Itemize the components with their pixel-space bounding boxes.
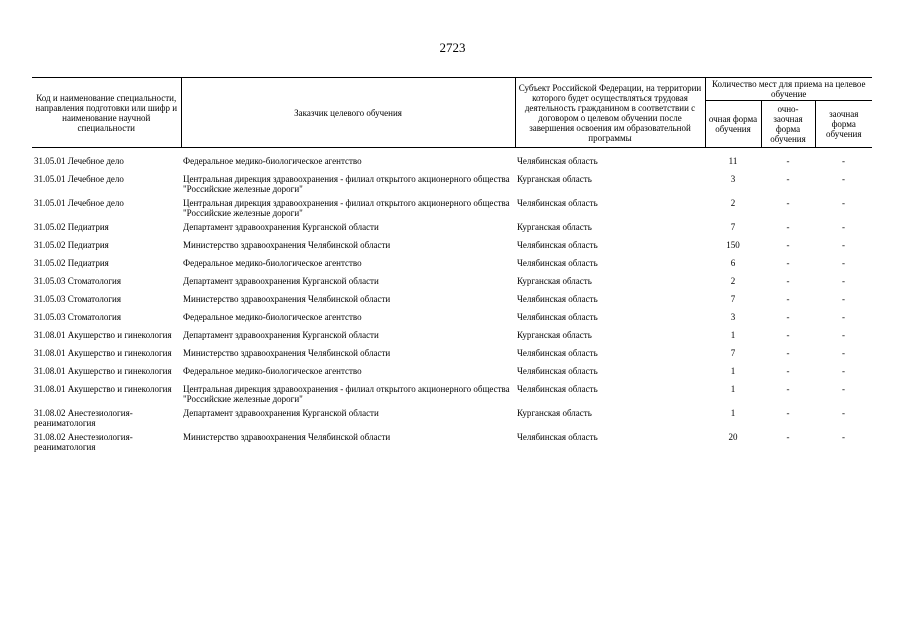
cell-customer: Департамент здравоохранения Курганской области xyxy=(183,408,379,418)
cell-extramural: - xyxy=(842,432,845,442)
targeted-training-table xyxy=(32,77,872,454)
cell-region: Челябинская область xyxy=(517,432,598,442)
cell-fulltime: 7 xyxy=(730,294,736,304)
header-parttime: очно-заочная форма обучения xyxy=(761,101,815,148)
cell-customer: Министерство здравоохранения Челябинской области xyxy=(183,432,391,442)
header-extramural: заочная форма обучения xyxy=(815,101,872,148)
cell-customer: Министерство здравоохранения Челябинской области xyxy=(183,348,391,358)
header-specialty: Код и наименование специальности, направления подготовки или шифр и наименование научной специальности xyxy=(32,78,181,148)
table-row xyxy=(32,274,872,292)
table-row xyxy=(32,154,872,172)
cell-extramural: - xyxy=(842,156,845,166)
cell-fulltime: 1 xyxy=(730,366,736,376)
table-row xyxy=(32,220,872,238)
cell-extramural: - xyxy=(842,348,845,358)
cell-extramural: - xyxy=(842,384,845,394)
cell-parttime: - xyxy=(786,330,790,340)
table-row xyxy=(32,430,872,454)
cell-fulltime: 150 xyxy=(726,240,740,250)
table-row xyxy=(32,256,872,274)
cell-region: Челябинская область xyxy=(517,156,598,166)
cell-extramural: - xyxy=(842,312,845,322)
cell-specialty: 31.05.02 Педиатрия xyxy=(34,240,109,250)
table-row xyxy=(32,364,872,382)
cell-region: Челябинская область xyxy=(517,312,598,322)
cell-parttime: - xyxy=(786,408,790,418)
cell-fulltime: 2 xyxy=(730,198,736,208)
header-fulltime: очная форма обучения xyxy=(705,101,761,148)
cell-parttime: - xyxy=(786,348,790,358)
cell-parttime: - xyxy=(786,432,790,442)
cell-customer: Министерство здравоохранения Челябинской области xyxy=(183,240,391,250)
table-row xyxy=(32,292,872,310)
header-places: Количество мест для приема на целевое обучение xyxy=(705,78,872,101)
cell-extramural: - xyxy=(842,258,845,268)
table-body xyxy=(32,148,872,455)
table-row xyxy=(32,172,872,196)
cell-fulltime: 1 xyxy=(730,408,736,418)
cell-region: Челябинская область xyxy=(517,348,598,358)
cell-specialty: 31.08.01 Акушерство и гинекология xyxy=(34,366,172,376)
cell-region: Челябинская область xyxy=(517,240,598,250)
cell-parttime: - xyxy=(786,222,790,232)
cell-specialty: 31.08.01 Акушерство и гинекология xyxy=(34,384,172,394)
header-customer: Заказчик целевого обучения xyxy=(181,78,515,148)
cell-region: Курганская область xyxy=(517,408,592,418)
table-row xyxy=(32,406,872,430)
cell-extramural: - xyxy=(842,330,845,340)
cell-customer: Департамент здравоохранения Курганской области xyxy=(183,330,379,340)
cell-specialty: 31.08.01 Акушерство и гинекология xyxy=(34,348,172,358)
cell-customer: Федеральное медико-биологическое агентство xyxy=(183,366,362,376)
header-region: Субъект Российской Федерации, на территории которого будет осуществляться трудовая деятельность гражданином в соответствии с договором о целевом обучении после завершения освоения им образовательной программы xyxy=(515,78,705,148)
cell-fulltime: 3 xyxy=(730,312,736,322)
cell-customer: Министерство здравоохранения Челябинской области xyxy=(183,294,391,304)
cell-specialty: 31.05.03 Стоматология xyxy=(34,312,122,322)
cell-region: Челябинская область xyxy=(517,294,598,304)
cell-fulltime: 7 xyxy=(730,222,736,232)
cell-extramural: - xyxy=(842,174,845,184)
cell-parttime: - xyxy=(786,294,790,304)
cell-extramural: - xyxy=(842,366,845,376)
cell-customer: Федеральное медико-биологическое агентство xyxy=(183,258,362,268)
cell-specialty: 31.05.02 Педиатрия xyxy=(34,258,109,268)
cell-fulltime: 1 xyxy=(730,330,736,340)
cell-region: Курганская область xyxy=(517,222,592,232)
cell-fulltime: 11 xyxy=(728,156,738,166)
cell-fulltime: 1 xyxy=(730,384,736,394)
cell-region: Челябинская область xyxy=(517,384,598,394)
cell-fulltime: 6 xyxy=(730,258,736,268)
cell-extramural: - xyxy=(842,408,845,418)
page-number: 2723 xyxy=(439,40,466,55)
table-row xyxy=(32,328,872,346)
cell-customer: Центральная дирекция здравоохранения - филиал открытого акционерного общества "Российские железные дороги" xyxy=(183,174,510,194)
cell-parttime: - xyxy=(786,384,790,394)
cell-region: Челябинская область xyxy=(517,366,598,376)
cell-specialty: 31.05.03 Стоматология xyxy=(34,276,122,286)
table-row xyxy=(32,196,872,220)
cell-specialty: 31.08.02 Анестезиология-реаниматология xyxy=(34,408,133,428)
cell-region: Курганская область xyxy=(517,276,592,286)
cell-parttime: - xyxy=(786,198,790,208)
cell-parttime: - xyxy=(786,174,790,184)
cell-customer: Федеральное медико-биологическое агентство xyxy=(183,312,362,322)
cell-customer: Департамент здравоохранения Курганской области xyxy=(183,276,379,286)
table-row xyxy=(32,346,872,364)
table-row xyxy=(32,382,872,406)
cell-extramural: - xyxy=(842,294,845,304)
cell-parttime: - xyxy=(786,276,790,286)
cell-extramural: - xyxy=(842,240,845,250)
cell-customer: Федеральное медико-биологическое агентство xyxy=(183,156,362,166)
cell-specialty: 31.05.01 Лечебное дело xyxy=(34,174,124,184)
cell-customer: Центральная дирекция здравоохранения - филиал открытого акционерного общества "Российские железные дороги" xyxy=(183,384,510,404)
cell-specialty: 31.05.01 Лечебное дело xyxy=(34,198,124,208)
cell-parttime: - xyxy=(786,366,790,376)
cell-parttime: - xyxy=(786,156,790,166)
table-row xyxy=(32,310,872,328)
cell-parttime: - xyxy=(786,240,790,250)
cell-specialty: 31.08.01 Акушерство и гинекология xyxy=(34,330,172,340)
cell-specialty: 31.05.02 Педиатрия xyxy=(34,222,109,232)
cell-extramural: - xyxy=(842,198,845,208)
cell-parttime: - xyxy=(786,312,790,322)
cell-customer: Департамент здравоохранения Курганской области xyxy=(183,222,379,232)
cell-region: Курганская область xyxy=(517,174,592,184)
cell-region: Челябинская область xyxy=(517,258,598,268)
cell-extramural: - xyxy=(842,276,845,286)
cell-fulltime: 2 xyxy=(730,276,736,286)
cell-specialty: 31.08.02 Анестезиология-реаниматология xyxy=(34,432,133,452)
cell-extramural: - xyxy=(842,222,845,232)
cell-region: Курганская область xyxy=(517,330,592,340)
cell-specialty: 31.05.03 Стоматология xyxy=(34,294,122,304)
cell-fulltime: 7 xyxy=(730,348,736,358)
table-row xyxy=(32,238,872,256)
cell-fulltime: 3 xyxy=(730,174,736,184)
cell-customer: Центральная дирекция здравоохранения - филиал открытого акционерного общества "Российские железные дороги" xyxy=(183,198,510,218)
cell-region: Челябинская область xyxy=(517,198,598,208)
cell-specialty: 31.05.01 Лечебное дело xyxy=(34,156,124,166)
cell-fulltime: 20 xyxy=(728,432,738,442)
cell-parttime: - xyxy=(786,258,790,268)
